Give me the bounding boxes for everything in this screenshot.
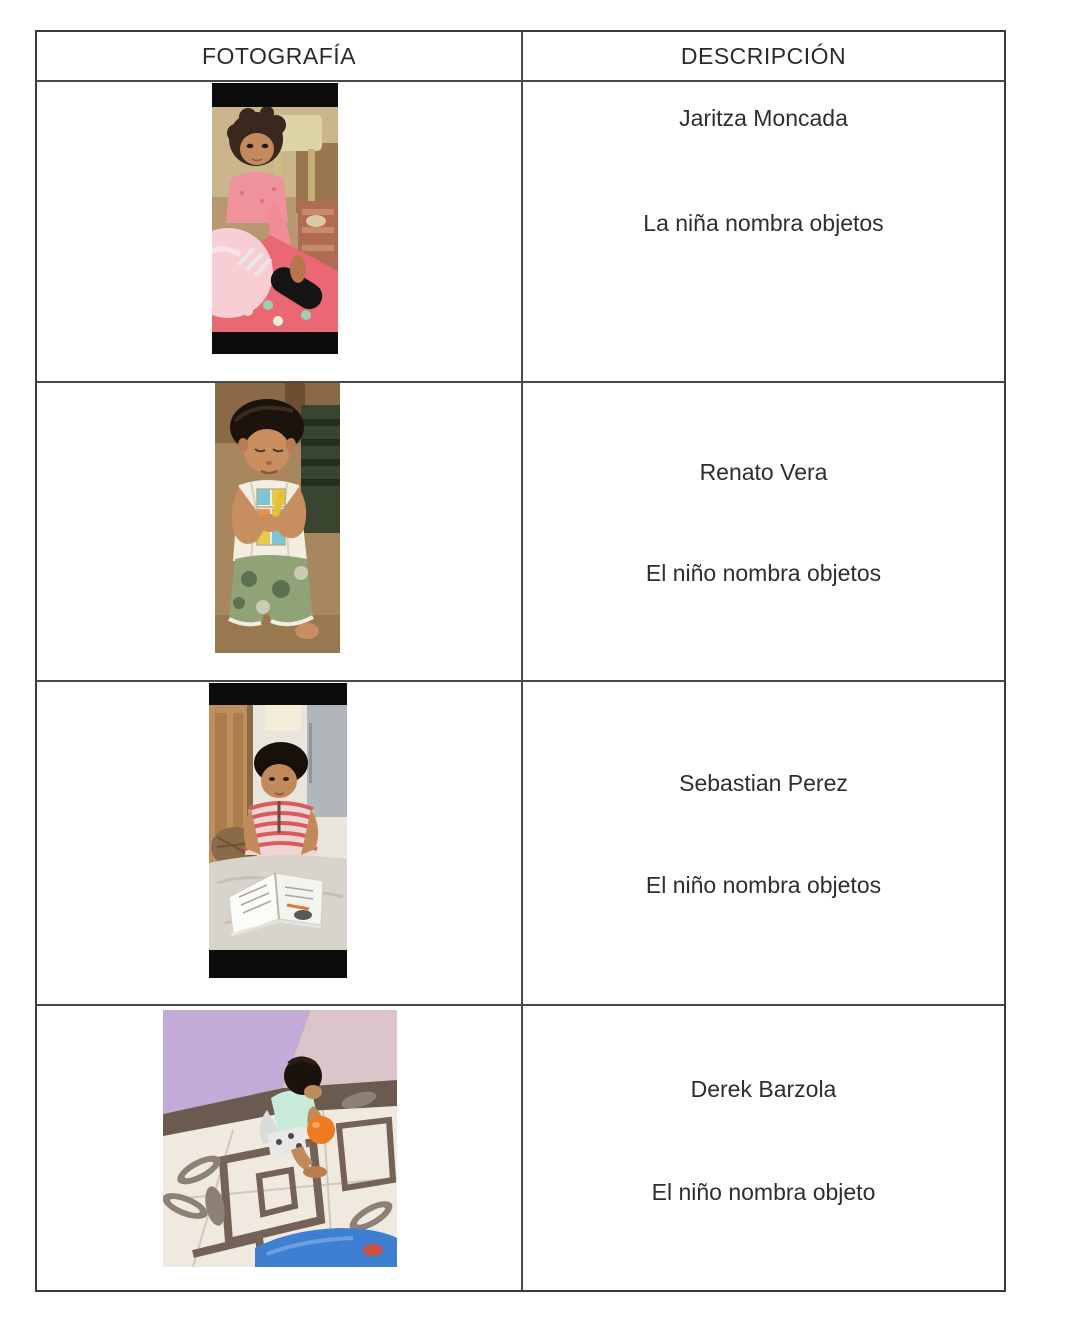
student-name: Jaritza Moncada — [679, 105, 848, 131]
photo-cell-row-3 — [37, 682, 523, 1006]
student-description: La niña nombra objetos — [643, 210, 884, 236]
student-name: Renato Vera — [699, 459, 828, 485]
photo-cell-row-1 — [37, 82, 523, 383]
description-cell-row-2 — [523, 383, 1004, 682]
student-description: El niño nombra objetos — [645, 872, 882, 898]
photo-cell-row-2 — [37, 383, 523, 682]
photo-sebastian-perez — [209, 683, 347, 978]
photo-description-table — [35, 30, 1006, 1292]
description-cell-row-4 — [523, 1006, 1004, 1290]
description-cell-row-3 — [523, 682, 1004, 1006]
photo-renato-vera — [215, 383, 340, 653]
student-description: El niño nombra objetos — [645, 560, 882, 586]
student-name: Sebastian Perez — [679, 770, 848, 796]
student-description: El niño nombra objeto — [651, 1179, 876, 1205]
header-label-descripcion: DESCRIPCIÓN — [680, 42, 847, 69]
photo-derek-barzola — [163, 1010, 397, 1267]
header-label-fotografia: FOTOGRAFÍA — [201, 42, 357, 69]
photo-cell-row-4 — [37, 1006, 523, 1290]
photo-jaritza-moncada — [212, 83, 338, 354]
header-cell-fotografia — [37, 32, 523, 82]
student-name: Derek Barzola — [690, 1076, 837, 1102]
header-cell-descripcion — [523, 32, 1004, 82]
description-cell-row-1 — [523, 82, 1004, 383]
